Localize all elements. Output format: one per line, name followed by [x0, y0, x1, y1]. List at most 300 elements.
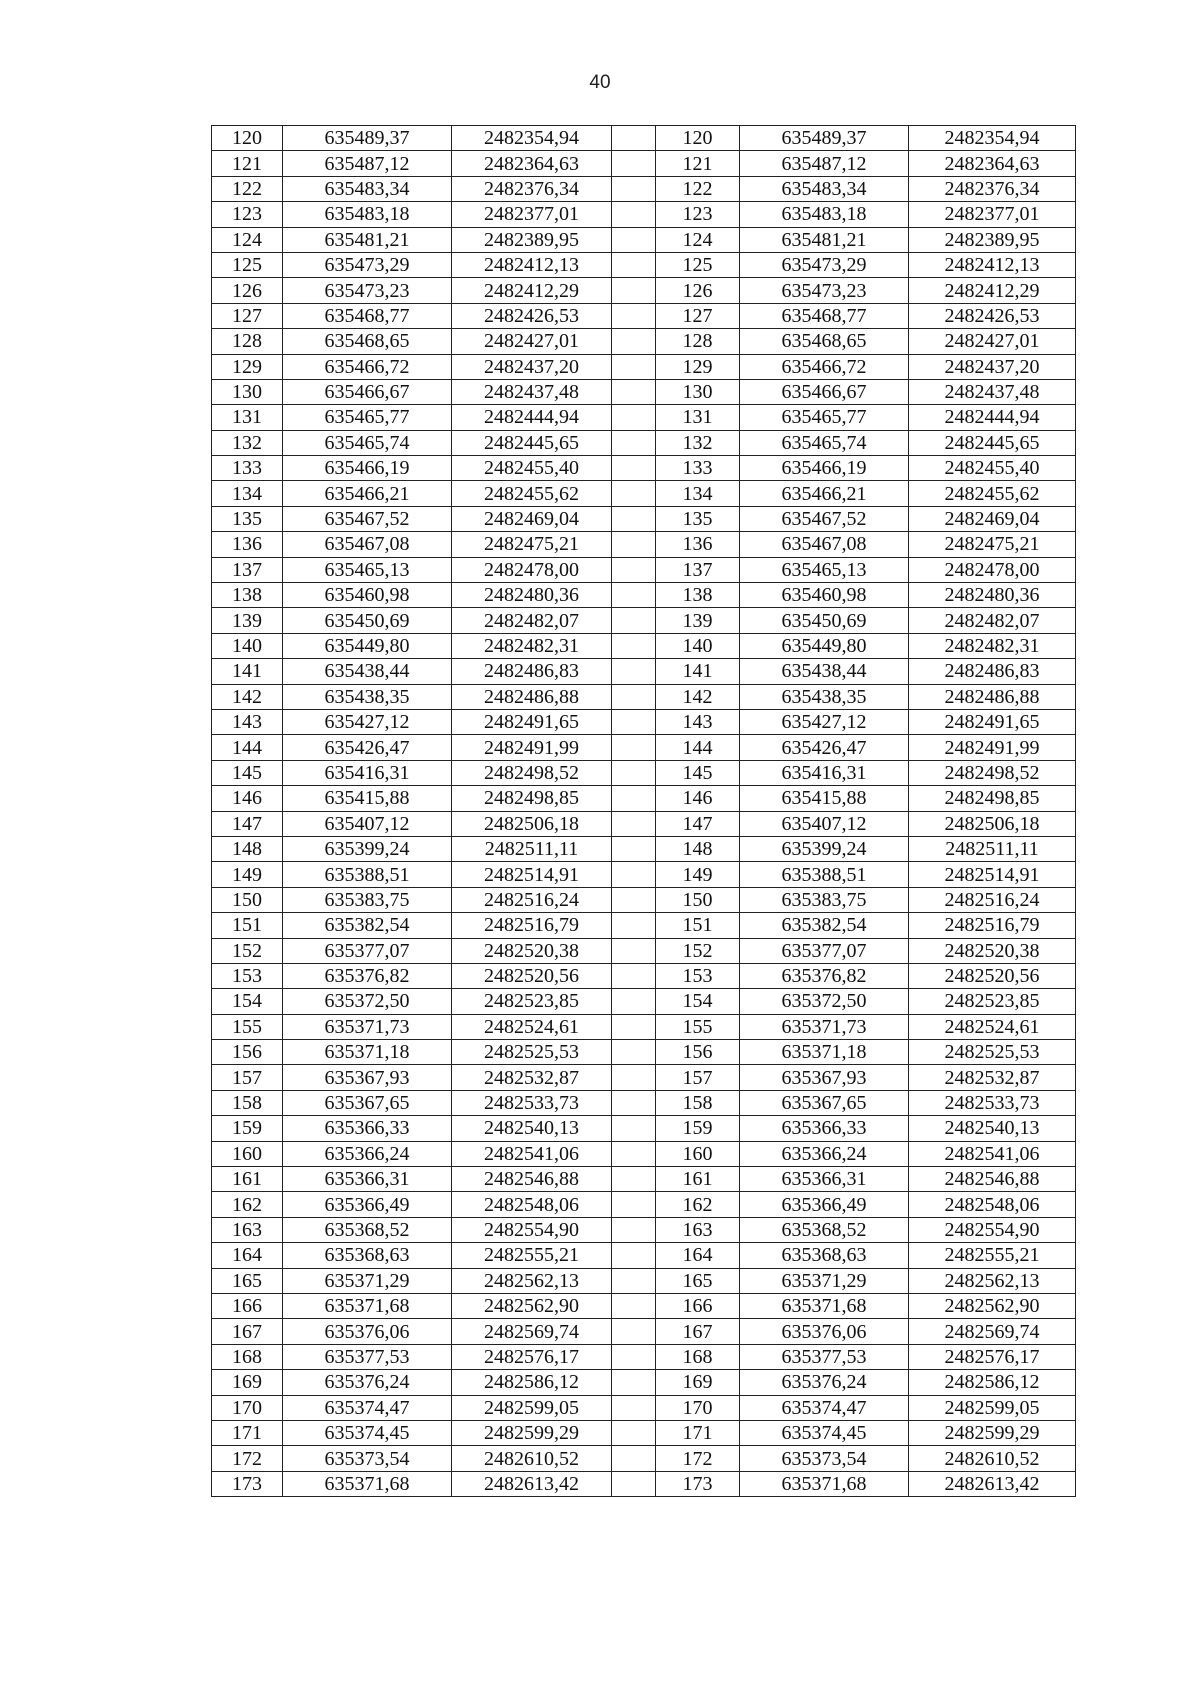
point-number-cell: 129	[656, 354, 740, 379]
point-number-cell: 141	[656, 659, 740, 684]
y-coordinate-cell: 2482498,52	[452, 760, 612, 785]
point-number-cell: 127	[656, 303, 740, 328]
y-coordinate-cell: 2482482,31	[452, 633, 612, 658]
point-number-cell: 155	[656, 1014, 740, 1039]
point-number-cell: 147	[212, 811, 283, 836]
table-row	[212, 735, 1076, 760]
y-coordinate-cell: 2482533,73	[909, 1090, 1076, 1115]
point-number-cell: 130	[656, 379, 740, 404]
table-row	[212, 252, 1076, 277]
table-row	[212, 303, 1076, 328]
x-coordinate-cell: 635367,65	[283, 1090, 452, 1115]
point-number-cell: 134	[212, 481, 283, 506]
spacer-cell-cell	[612, 329, 656, 354]
y-coordinate-cell: 2482482,07	[909, 608, 1076, 633]
x-coordinate-cell: 635374,47	[283, 1395, 452, 1420]
table-row	[212, 608, 1076, 633]
x-coordinate-cell: 635438,35	[283, 684, 452, 709]
point-number-cell: 165	[212, 1268, 283, 1293]
x-coordinate-cell: 635376,06	[740, 1319, 909, 1344]
table-row	[212, 1217, 1076, 1242]
point-number-cell: 152	[656, 938, 740, 963]
x-coordinate-cell: 635427,12	[283, 709, 452, 734]
point-number-cell: 158	[212, 1090, 283, 1115]
point-number-cell: 137	[656, 557, 740, 582]
spacer-cell-cell	[612, 1319, 656, 1344]
table-row	[212, 506, 1076, 531]
spacer-cell-cell	[612, 303, 656, 328]
point-number-cell: 160	[212, 1141, 283, 1166]
x-coordinate-cell: 635382,54	[740, 913, 909, 938]
table-row	[212, 151, 1076, 176]
y-coordinate-cell: 2482524,61	[909, 1014, 1076, 1039]
x-coordinate-cell: 635460,98	[283, 583, 452, 608]
y-coordinate-cell: 2482412,29	[452, 278, 612, 303]
x-coordinate-cell: 635467,08	[283, 532, 452, 557]
point-number-cell: 137	[212, 557, 283, 582]
x-coordinate-cell: 635467,52	[283, 506, 452, 531]
page-number: 40	[589, 72, 611, 93]
point-number-cell: 141	[212, 659, 283, 684]
spacer-cell-cell	[612, 456, 656, 481]
point-number-cell: 145	[656, 760, 740, 785]
x-coordinate-cell: 635366,49	[283, 1192, 452, 1217]
y-coordinate-cell: 2482555,21	[909, 1243, 1076, 1268]
spacer-cell-cell	[612, 1344, 656, 1369]
point-number-cell: 144	[212, 735, 283, 760]
y-coordinate-cell: 2482480,36	[909, 583, 1076, 608]
y-coordinate-cell: 2482576,17	[909, 1344, 1076, 1369]
x-coordinate-cell: 635489,37	[283, 126, 452, 151]
x-coordinate-cell: 635466,21	[740, 481, 909, 506]
spacer-cell-cell	[612, 583, 656, 608]
y-coordinate-cell: 2482364,63	[909, 151, 1076, 176]
x-coordinate-cell: 635371,73	[740, 1014, 909, 1039]
x-coordinate-cell: 635371,68	[283, 1471, 452, 1496]
point-number-cell: 169	[212, 1370, 283, 1395]
table-row	[212, 1065, 1076, 1090]
x-coordinate-cell: 635426,47	[283, 735, 452, 760]
y-coordinate-cell: 2482482,07	[452, 608, 612, 633]
spacer-cell-cell	[612, 836, 656, 861]
y-coordinate-cell: 2482437,20	[909, 354, 1076, 379]
table-row	[212, 532, 1076, 557]
point-number-cell: 133	[656, 456, 740, 481]
x-coordinate-cell: 635377,53	[283, 1344, 452, 1369]
point-number-cell: 120	[212, 126, 283, 151]
table-row	[212, 227, 1076, 252]
spacer-cell-cell	[612, 913, 656, 938]
y-coordinate-cell: 2482389,95	[909, 227, 1076, 252]
spacer-cell-cell	[612, 506, 656, 531]
x-coordinate-cell: 635368,63	[740, 1243, 909, 1268]
y-coordinate-cell: 2482516,24	[452, 887, 612, 912]
point-number-cell: 167	[212, 1319, 283, 1344]
point-number-cell: 151	[212, 913, 283, 938]
point-number-cell: 164	[656, 1243, 740, 1268]
x-coordinate-cell: 635376,82	[740, 963, 909, 988]
y-coordinate-cell: 2482520,56	[909, 963, 1076, 988]
point-number-cell: 143	[656, 709, 740, 734]
spacer-cell-cell	[612, 1192, 656, 1217]
point-number-cell: 124	[212, 227, 283, 252]
table-row	[212, 862, 1076, 887]
y-coordinate-cell: 2482426,53	[452, 303, 612, 328]
x-coordinate-cell: 635407,12	[283, 811, 452, 836]
x-coordinate-cell: 635371,29	[740, 1268, 909, 1293]
table-row	[212, 126, 1076, 151]
x-coordinate-cell: 635377,07	[740, 938, 909, 963]
y-coordinate-cell: 2482562,90	[452, 1293, 612, 1318]
spacer-cell-cell	[612, 405, 656, 430]
x-coordinate-cell: 635367,93	[283, 1065, 452, 1090]
spacer-cell-cell	[612, 430, 656, 455]
point-number-cell: 172	[212, 1446, 283, 1471]
y-coordinate-cell: 2482562,13	[909, 1268, 1076, 1293]
point-number-cell: 134	[656, 481, 740, 506]
point-number-cell: 144	[656, 735, 740, 760]
x-coordinate-cell: 635483,18	[283, 202, 452, 227]
x-coordinate-cell: 635371,18	[283, 1040, 452, 1065]
y-coordinate-cell: 2482599,05	[909, 1395, 1076, 1420]
point-number-cell: 129	[212, 354, 283, 379]
y-coordinate-cell: 2482412,13	[909, 252, 1076, 277]
y-coordinate-cell: 2482445,65	[909, 430, 1076, 455]
spacer-cell-cell	[612, 126, 656, 151]
point-number-cell: 171	[656, 1420, 740, 1445]
y-coordinate-cell: 2482525,53	[909, 1040, 1076, 1065]
x-coordinate-cell: 635382,54	[283, 913, 452, 938]
y-coordinate-cell: 2482491,65	[452, 709, 612, 734]
table-row	[212, 887, 1076, 912]
spacer-cell-cell	[612, 633, 656, 658]
x-coordinate-cell: 635372,50	[283, 989, 452, 1014]
point-number-cell: 126	[656, 278, 740, 303]
spacer-cell-cell	[612, 1420, 656, 1445]
point-number-cell: 157	[212, 1065, 283, 1090]
y-coordinate-cell: 2482437,48	[452, 379, 612, 404]
point-number-cell: 135	[656, 506, 740, 531]
y-coordinate-cell: 2482427,01	[452, 329, 612, 354]
x-coordinate-cell: 635427,12	[740, 709, 909, 734]
spacer-cell-cell	[612, 151, 656, 176]
y-coordinate-cell: 2482364,63	[452, 151, 612, 176]
x-coordinate-cell: 635468,77	[283, 303, 452, 328]
table-row	[212, 913, 1076, 938]
y-coordinate-cell: 2482523,85	[909, 989, 1076, 1014]
x-coordinate-cell: 635489,37	[740, 126, 909, 151]
point-number-cell: 123	[656, 202, 740, 227]
point-number-cell: 149	[656, 862, 740, 887]
x-coordinate-cell: 635460,98	[740, 583, 909, 608]
spacer-cell-cell	[612, 532, 656, 557]
x-coordinate-cell: 635449,80	[740, 633, 909, 658]
y-coordinate-cell: 2482524,61	[452, 1014, 612, 1039]
x-coordinate-cell: 635371,68	[740, 1293, 909, 1318]
spacer-cell-cell	[612, 1014, 656, 1039]
x-coordinate-cell: 635465,77	[283, 405, 452, 430]
table-row	[212, 1268, 1076, 1293]
point-number-cell: 143	[212, 709, 283, 734]
y-coordinate-cell: 2482475,21	[909, 532, 1076, 557]
y-coordinate-cell: 2482354,94	[909, 126, 1076, 151]
spacer-cell-cell	[612, 760, 656, 785]
y-coordinate-cell: 2482613,42	[909, 1471, 1076, 1496]
y-coordinate-cell: 2482540,13	[909, 1116, 1076, 1141]
spacer-cell-cell	[612, 227, 656, 252]
point-number-cell: 166	[656, 1293, 740, 1318]
point-number-cell: 160	[656, 1141, 740, 1166]
x-coordinate-cell: 635371,29	[283, 1268, 452, 1293]
y-coordinate-cell: 2482555,21	[452, 1243, 612, 1268]
x-coordinate-cell: 635466,21	[283, 481, 452, 506]
x-coordinate-cell: 635483,18	[740, 202, 909, 227]
y-coordinate-cell: 2482506,18	[909, 811, 1076, 836]
point-number-cell: 146	[656, 786, 740, 811]
x-coordinate-cell: 635449,80	[283, 633, 452, 658]
x-coordinate-cell: 635376,06	[283, 1319, 452, 1344]
spacer-cell-cell	[612, 202, 656, 227]
point-number-cell: 121	[656, 151, 740, 176]
point-number-cell: 136	[656, 532, 740, 557]
spacer-cell-cell	[612, 1040, 656, 1065]
x-coordinate-cell: 635465,13	[740, 557, 909, 582]
point-number-cell: 168	[212, 1344, 283, 1369]
table-row	[212, 278, 1076, 303]
y-coordinate-cell: 2482491,99	[909, 735, 1076, 760]
y-coordinate-cell: 2482480,36	[452, 583, 612, 608]
y-coordinate-cell: 2482412,13	[452, 252, 612, 277]
table-row	[212, 1370, 1076, 1395]
y-coordinate-cell: 2482506,18	[452, 811, 612, 836]
x-coordinate-cell: 635473,23	[740, 278, 909, 303]
point-number-cell: 152	[212, 938, 283, 963]
x-coordinate-cell: 635366,24	[283, 1141, 452, 1166]
point-number-cell: 173	[656, 1471, 740, 1496]
table-row	[212, 1446, 1076, 1471]
y-coordinate-cell: 2482599,29	[909, 1420, 1076, 1445]
y-coordinate-cell: 2482478,00	[452, 557, 612, 582]
spacer-cell-cell	[612, 481, 656, 506]
spacer-cell-cell	[612, 811, 656, 836]
y-coordinate-cell: 2482520,38	[452, 938, 612, 963]
x-coordinate-cell: 635367,93	[740, 1065, 909, 1090]
point-number-cell: 158	[656, 1090, 740, 1115]
spacer-cell-cell	[612, 354, 656, 379]
point-number-cell: 133	[212, 456, 283, 481]
table-row	[212, 811, 1076, 836]
x-coordinate-cell: 635376,82	[283, 963, 452, 988]
point-number-cell: 121	[212, 151, 283, 176]
x-coordinate-cell: 635467,08	[740, 532, 909, 557]
x-coordinate-cell: 635466,67	[283, 379, 452, 404]
table-row	[212, 1344, 1076, 1369]
spacer-cell-cell	[612, 1243, 656, 1268]
spacer-cell-cell	[612, 176, 656, 201]
y-coordinate-cell: 2482586,12	[452, 1370, 612, 1395]
table-row	[212, 1090, 1076, 1115]
spacer-cell-cell	[612, 557, 656, 582]
spacer-cell-cell	[612, 786, 656, 811]
y-coordinate-cell: 2482546,88	[452, 1167, 612, 1192]
y-coordinate-cell: 2482444,94	[909, 405, 1076, 430]
y-coordinate-cell: 2482491,99	[452, 735, 612, 760]
x-coordinate-cell: 635366,33	[283, 1116, 452, 1141]
table-row	[212, 1167, 1076, 1192]
spacer-cell-cell	[612, 1293, 656, 1318]
point-number-cell: 142	[656, 684, 740, 709]
y-coordinate-cell: 2482426,53	[909, 303, 1076, 328]
point-number-cell: 150	[212, 887, 283, 912]
point-number-cell: 172	[656, 1446, 740, 1471]
point-number-cell: 145	[212, 760, 283, 785]
x-coordinate-cell: 635371,68	[740, 1471, 909, 1496]
x-coordinate-cell: 635407,12	[740, 811, 909, 836]
point-number-cell: 131	[656, 405, 740, 430]
x-coordinate-cell: 635483,34	[283, 176, 452, 201]
x-coordinate-cell: 635371,18	[740, 1040, 909, 1065]
x-coordinate-cell: 635388,51	[740, 862, 909, 887]
y-coordinate-cell: 2482533,73	[452, 1090, 612, 1115]
y-coordinate-cell: 2482511,11	[909, 836, 1076, 861]
spacer-cell-cell	[612, 1395, 656, 1420]
y-coordinate-cell: 2482516,79	[909, 913, 1076, 938]
x-coordinate-cell: 635366,31	[740, 1167, 909, 1192]
y-coordinate-cell: 2482554,90	[909, 1217, 1076, 1242]
y-coordinate-cell: 2482586,12	[909, 1370, 1076, 1395]
point-number-cell: 132	[212, 430, 283, 455]
x-coordinate-cell: 635374,45	[283, 1420, 452, 1445]
spacer-cell-cell	[612, 1167, 656, 1192]
point-number-cell: 163	[656, 1217, 740, 1242]
point-number-cell: 171	[212, 1420, 283, 1445]
x-coordinate-cell: 635416,31	[283, 760, 452, 785]
y-coordinate-cell: 2482514,91	[452, 862, 612, 887]
table-row	[212, 1471, 1076, 1496]
y-coordinate-cell: 2482486,83	[909, 659, 1076, 684]
x-coordinate-cell: 635377,53	[740, 1344, 909, 1369]
table-row	[212, 1192, 1076, 1217]
spacer-cell-cell	[612, 278, 656, 303]
y-coordinate-cell: 2482532,87	[909, 1065, 1076, 1090]
spacer-cell-cell	[612, 252, 656, 277]
y-coordinate-cell: 2482376,34	[452, 176, 612, 201]
table-row	[212, 963, 1076, 988]
y-coordinate-cell: 2482613,42	[452, 1471, 612, 1496]
table-row	[212, 329, 1076, 354]
x-coordinate-cell: 635483,34	[740, 176, 909, 201]
point-number-cell: 131	[212, 405, 283, 430]
point-number-cell: 167	[656, 1319, 740, 1344]
point-number-cell: 156	[212, 1040, 283, 1065]
y-coordinate-cell: 2482455,40	[452, 456, 612, 481]
x-coordinate-cell: 635399,24	[740, 836, 909, 861]
x-coordinate-cell: 635466,19	[740, 456, 909, 481]
x-coordinate-cell: 635468,77	[740, 303, 909, 328]
point-number-cell: 146	[212, 786, 283, 811]
point-number-cell: 170	[656, 1395, 740, 1420]
point-number-cell: 153	[656, 963, 740, 988]
spacer-cell-cell	[612, 735, 656, 760]
spacer-cell-cell	[612, 989, 656, 1014]
x-coordinate-cell: 635368,63	[283, 1243, 452, 1268]
point-number-cell: 128	[656, 329, 740, 354]
y-coordinate-cell: 2482516,79	[452, 913, 612, 938]
y-coordinate-cell: 2482516,24	[909, 887, 1076, 912]
x-coordinate-cell: 635374,45	[740, 1420, 909, 1445]
y-coordinate-cell: 2482455,62	[452, 481, 612, 506]
x-coordinate-cell: 635367,65	[740, 1090, 909, 1115]
y-coordinate-cell: 2482377,01	[909, 202, 1076, 227]
y-coordinate-cell: 2482514,91	[909, 862, 1076, 887]
x-coordinate-cell: 635372,50	[740, 989, 909, 1014]
x-coordinate-cell: 635388,51	[283, 862, 452, 887]
x-coordinate-cell: 635466,19	[283, 456, 452, 481]
point-number-cell: 135	[212, 506, 283, 531]
point-number-cell: 173	[212, 1471, 283, 1496]
point-number-cell: 161	[656, 1167, 740, 1192]
table-row	[212, 659, 1076, 684]
x-coordinate-cell: 635466,72	[283, 354, 452, 379]
x-coordinate-cell: 635371,73	[283, 1014, 452, 1039]
x-coordinate-cell: 635481,21	[740, 227, 909, 252]
x-coordinate-cell: 635376,24	[283, 1370, 452, 1395]
y-coordinate-cell: 2482427,01	[909, 329, 1076, 354]
x-coordinate-cell: 635487,12	[283, 151, 452, 176]
y-coordinate-cell: 2482554,90	[452, 1217, 612, 1242]
x-coordinate-cell: 635373,54	[740, 1446, 909, 1471]
point-number-cell: 149	[212, 862, 283, 887]
x-coordinate-cell: 635468,65	[283, 329, 452, 354]
x-coordinate-cell: 635366,33	[740, 1116, 909, 1141]
table-row	[212, 1293, 1076, 1318]
y-coordinate-cell: 2482455,40	[909, 456, 1076, 481]
table-row	[212, 1040, 1076, 1065]
spacer-cell-cell	[612, 659, 656, 684]
y-coordinate-cell: 2482576,17	[452, 1344, 612, 1369]
point-number-cell: 164	[212, 1243, 283, 1268]
table-row	[212, 1141, 1076, 1166]
x-coordinate-cell: 635415,88	[283, 786, 452, 811]
y-coordinate-cell: 2482475,21	[452, 532, 612, 557]
table-row	[212, 989, 1076, 1014]
y-coordinate-cell: 2482498,85	[452, 786, 612, 811]
point-number-cell: 150	[656, 887, 740, 912]
spacer-cell-cell	[612, 1446, 656, 1471]
spacer-cell-cell	[612, 862, 656, 887]
x-coordinate-cell: 635415,88	[740, 786, 909, 811]
table-row	[212, 786, 1076, 811]
x-coordinate-cell: 635487,12	[740, 151, 909, 176]
x-coordinate-cell: 635438,44	[740, 659, 909, 684]
y-coordinate-cell: 2482389,95	[452, 227, 612, 252]
y-coordinate-cell: 2482569,74	[909, 1319, 1076, 1344]
y-coordinate-cell: 2482532,87	[452, 1065, 612, 1090]
point-number-cell: 130	[212, 379, 283, 404]
spacer-cell-cell	[612, 1471, 656, 1496]
y-coordinate-cell: 2482498,52	[909, 760, 1076, 785]
x-coordinate-cell: 635473,29	[283, 252, 452, 277]
x-coordinate-cell: 635450,69	[283, 608, 452, 633]
spacer-cell-cell	[612, 709, 656, 734]
y-coordinate-cell: 2482354,94	[452, 126, 612, 151]
point-number-cell: 162	[656, 1192, 740, 1217]
spacer-cell-cell	[612, 1370, 656, 1395]
table-row	[212, 709, 1076, 734]
y-coordinate-cell: 2482486,88	[909, 684, 1076, 709]
spacer-cell-cell	[612, 1268, 656, 1293]
y-coordinate-cell: 2482444,94	[452, 405, 612, 430]
